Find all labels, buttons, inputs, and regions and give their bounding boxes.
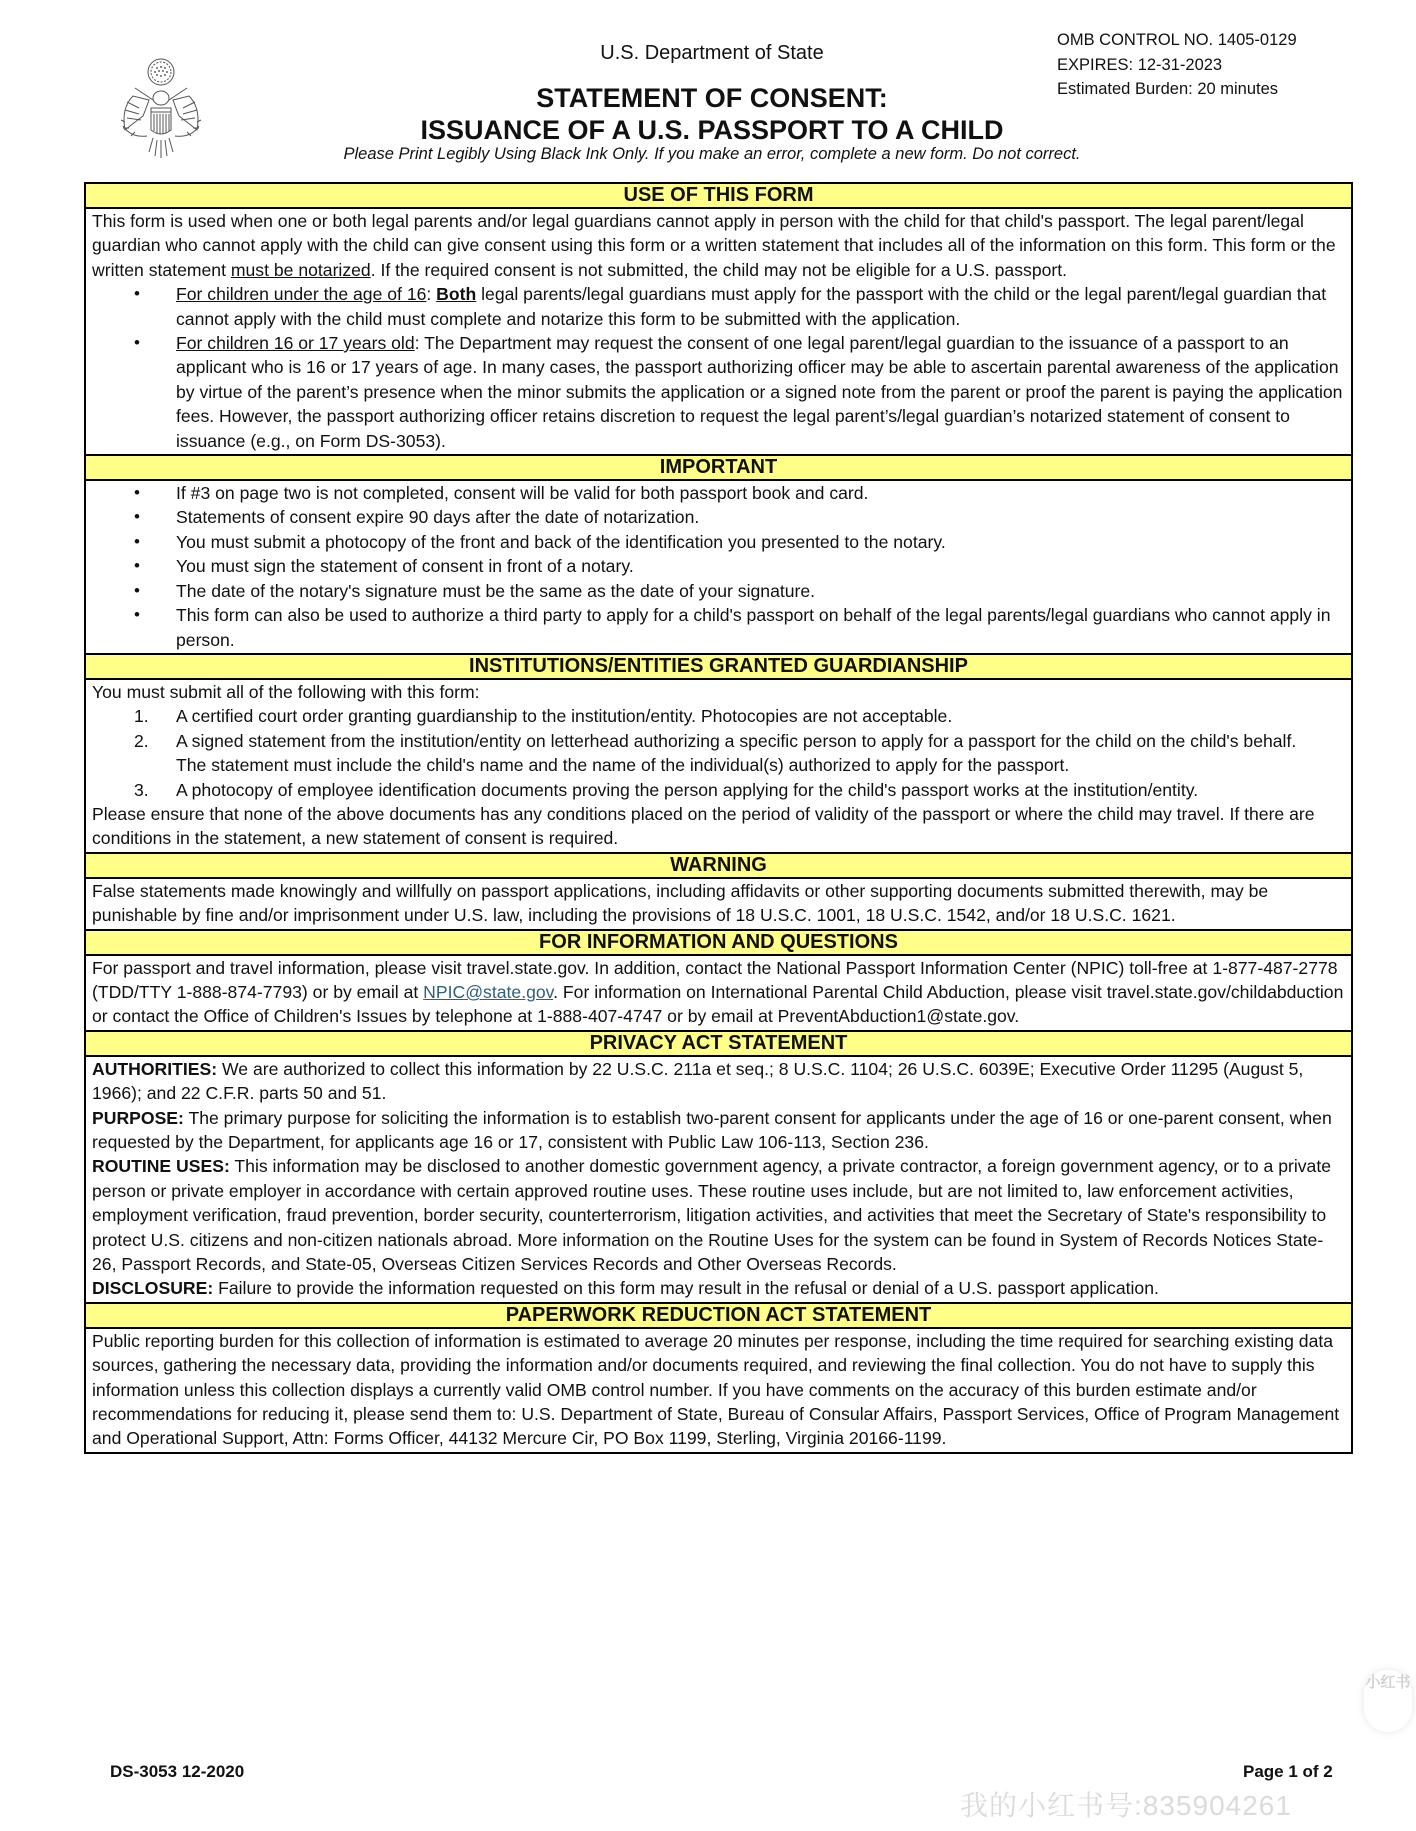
item-number: 1. xyxy=(134,706,149,727)
disclosure-label: DISCLOSURE: xyxy=(92,1278,214,1299)
watermark-text: 我的小红书号:835904261 xyxy=(960,1790,1292,1821)
authorities-label: AUTHORITIES: xyxy=(92,1058,218,1079)
form-title-line1: STATEMENT OF CONSENT: xyxy=(536,83,888,113)
list-item: • Statements of consent expire 90 days after the date of notarization. xyxy=(92,505,1345,529)
section-header: PAPERWORK REDUCTION ACT STATEMENT xyxy=(86,1304,1351,1329)
use-intro-text: This form is used when one or both legal parents and/or legal guardians cannot apply in person with the child for that child's passport. The legal parent/legal guardian who cannot apply with the child can give consent using this form or a written statement that includes all of the information on this form. This form or the written statement xyxy=(92,211,1336,280)
list-item xyxy=(92,729,1345,778)
page-number: Page 1 of 2 xyxy=(1243,1762,1333,1781)
purpose-label: PURPOSE: xyxy=(92,1107,184,1128)
estimated-burden: Estimated Burden: 20 minutes xyxy=(1057,80,1279,98)
section-body xyxy=(86,879,1351,929)
institutions-outro: Please ensure that none of the above documents has any conditions placed on the period of validity of the passport or where the child may travel. If there are conditions in the statement, a new statement of consent is required. xyxy=(92,803,1315,849)
section-institutions xyxy=(86,653,1351,852)
item-extra-text: The statement must include the child's name and the name of the individual(s) authorized to apply for the passport. xyxy=(176,755,1070,776)
bullet-text: : The Department may request the consent of one legal parent/legal guardian to the issuance of a passport to an applicant who is 16 or 17 years of age. In many cases, the passport authorizing officer may be able to ascertain parental awareness of the application by virtue of the parent’s presence when the minor submits the application or a signed note from the parent or proof the parent is paying the application fees. However, the passport authorizing officer retains discretion to request the legal parent’s/legal guardian’s notarized statement of consent to issuance (e.g., on Form DS-3053). xyxy=(176,333,1343,451)
institutions-list xyxy=(92,704,1345,802)
privacy-purpose xyxy=(92,1106,1345,1155)
use-intro xyxy=(92,209,1345,282)
disclosure-text: Failure to provide the information requested on this form may result in the refusal or denial of a U.S. passport application. xyxy=(213,1278,1159,1299)
routine-uses-text: This information may be disclosed to another domestic government agency, a private contractor, a foreign government agency, or to a private person or private employer in accordance with certain approved routine uses. These routine uses include, but are not limited to, law enforcement activities, employment verification, fraud prevention, border security, counterterrorism, litigation activities, and activities that meet the Secretary of State's responsibility to protect U.S. citizens and non-citizen nationals abroad. More information on the Routine Uses for the system can be found in System of Records Notices State-26, Passport Records, and State-05, Overseas Citizen Services Records and Other Overseas Records. xyxy=(92,1156,1332,1275)
form-title xyxy=(312,82,1112,146)
institutions-intro: You must submit all of the following with this form: xyxy=(92,681,480,702)
section-body xyxy=(86,1057,1351,1302)
bullet-lead: For children 16 or 17 years old xyxy=(176,333,415,354)
watermark-badge: 小红书 xyxy=(1364,1670,1412,1732)
authorities-text: We are authorized to collect this information by 22 U.S.C. 211a et seq.; 8 U.S.C. 1104; 26 U.S.C. 6039E; Executive Order 11295 (August 5, 1966); and 22 C.F.R. parts 50 and 51. xyxy=(92,1058,1304,1104)
form-title-line2: ISSUANCE OF A U.S. PASSPORT TO A CHILD xyxy=(420,115,1004,145)
department-name: U.S. Department of State xyxy=(600,42,824,64)
section-privacy-act xyxy=(86,1030,1351,1302)
use-bullets xyxy=(92,282,1345,453)
notarized-emphasis: must be notarized xyxy=(230,259,371,280)
form-id: DS-3053 12-2020 xyxy=(110,1762,245,1781)
section-header: INSTITUTIONS/ENTITIES GRANTED GUARDIANSHIP xyxy=(86,655,1351,680)
info-text-end: . For information on International Parental Child Abduction, please visit travel.state.gov/childabduction or contact the Office of Children's Issues by telephone at 1-888-407-4747 or by email at PreventAbduction1@state.gov. xyxy=(92,981,1344,1027)
omb-info xyxy=(1057,28,1297,102)
section-header: FOR INFORMATION AND QUESTIONS xyxy=(86,931,1351,956)
section-header: PRIVACY ACT STATEMENT xyxy=(86,1032,1351,1057)
form-content xyxy=(84,182,1353,1454)
privacy-disclosure xyxy=(92,1276,1345,1300)
list-item: • If #3 on page two is not completed, consent will be valid for both passport book and card. xyxy=(92,481,1345,505)
item-number: 2. xyxy=(134,730,149,751)
info-text-start: For passport and travel information, please visit travel.state.gov. In addition, contact the National Passport Information Center (NPIC) toll-free at 1-877-487-2778 (TDD/TTY 1-888-874-7793) or by email at xyxy=(92,957,1338,1002)
important-list xyxy=(92,481,1345,652)
section-header: IMPORTANT xyxy=(86,456,1351,481)
section-important xyxy=(86,454,1351,653)
section-body xyxy=(86,209,1351,454)
bullet-lead: For children under the age of 16 xyxy=(176,284,427,305)
list-item xyxy=(92,704,1345,728)
section-paperwork-reduction xyxy=(86,1302,1351,1452)
privacy-routine-uses xyxy=(92,1154,1345,1276)
item-number: 3. xyxy=(134,779,149,800)
section-warning xyxy=(86,852,1351,929)
both-emphasis: Both xyxy=(436,284,477,305)
list-item: • You must submit a photocopy of the front and back of the identification you presented to the notary. xyxy=(92,530,1345,554)
warning-text: False statements made knowingly and willfully on passport applications, including affidavits or other supporting documents submitted therewith, may be punishable by fine and/or imprisonment under U.S. law, including the provisions of 18 U.S.C. 1001, 18 U.S.C. 1542, and/or 18 U.S.C. 1621. xyxy=(92,880,1269,926)
section-body xyxy=(86,1329,1351,1452)
omb-control-number: OMB CONTROL NO. 1405-0129 xyxy=(1057,31,1297,49)
section-header: USE OF THIS FORM xyxy=(86,184,1351,209)
use-intro-text-end: . If the required consent is not submitted, the child may not be eligible for a U.S. passport. xyxy=(370,259,1068,280)
department-seal-icon xyxy=(113,56,209,162)
bullet-colon: : xyxy=(426,284,437,305)
list-item: • The date of the notary's signature must be the same as the date of your signature. xyxy=(92,579,1345,603)
section-use-of-form xyxy=(86,184,1351,454)
info-text xyxy=(92,956,1345,1029)
bullet-text: legal parents/legal guardians must apply for the passport with the child or the legal parent/legal guardian that cannot apply with the child must complete and notarize this form to be submitted with the application. xyxy=(176,284,1327,329)
list-item xyxy=(92,778,1345,802)
section-information xyxy=(86,929,1351,1030)
omb-expiration: EXPIRES: 12-31-2023 xyxy=(1057,55,1223,74)
item-text: A photocopy of employee identification documents proving the person applying for the child's passport works at the institution/entity. xyxy=(176,779,1199,800)
routine-uses-label: ROUTINE USES: xyxy=(92,1156,230,1177)
list-item: • This form can also be used to authorize a third party to apply for a child's passport on behalf of the legal parents/legal guardians who cannot apply in person. xyxy=(92,603,1345,652)
list-item: • You must sign the statement of consent in front of a notary. xyxy=(92,554,1345,578)
form-instructions: Please Print Legibly Using Black Ink Only. If you make an error, complete a new form. Do not correct. xyxy=(343,145,1081,163)
npic-email-link[interactable]: NPIC@state.gov xyxy=(423,981,554,1002)
section-body xyxy=(86,481,1351,653)
section-header: WARNING xyxy=(86,854,1351,879)
item-text: A certified court order granting guardianship to the institution/entity. Photocopies are not acceptable. xyxy=(176,706,953,727)
section-body xyxy=(86,680,1351,852)
bullet-16-17 xyxy=(92,331,1345,453)
bullet-under-16 xyxy=(92,282,1345,331)
purpose-text: The primary purpose for soliciting the information is to establish two-parent consent for applicants under the age of 16 or one-parent consent, when requested by the Department, for applicants age 16 or 17, consistent with Public Law 106-113, Section 236. xyxy=(92,1107,1332,1152)
paperwork-text: Public reporting burden for this collection of information is estimated to average 20 minutes per response, including the time required for searching existing data sources, gathering the necessary data, providing the information and/or documents required, and reviewing the final collection. You do not have to supply this information unless this collection displays a currently valid OMB control number. If you have comments on the accuracy of this burden estimate and/or recommendations for reducing it, please send them to: U.S. Department of State, Bureau of Consular Affairs, Passport Services, Office of Program Management and Operational Support, Attn: Forms Officer, 44132 Mercure Cir, PO Box 1199, Sterling, Virginia 20166-1199. xyxy=(92,1330,1340,1449)
item-text: A signed statement from the institution/entity on letterhead authorizing a specific person to apply for a passport for the child on the child's behalf. xyxy=(176,730,1297,751)
section-body xyxy=(86,956,1351,1030)
privacy-authorities xyxy=(92,1057,1345,1106)
